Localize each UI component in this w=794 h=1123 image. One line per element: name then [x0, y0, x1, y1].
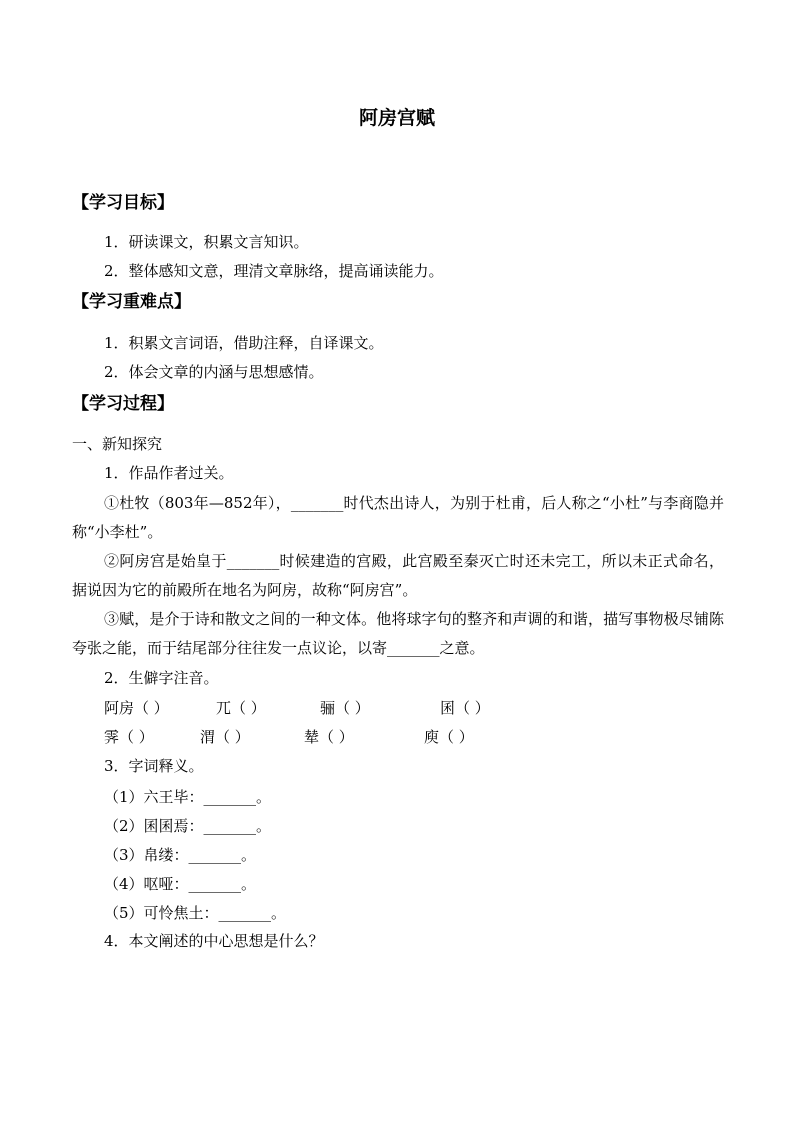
- question-4: 4．本文阐述的中心思想是什么？: [104, 932, 324, 950]
- pinyin-item: 渭（ ）: [200, 728, 250, 746]
- paragraph-palace: ②阿房宫是始皇于_______时候建造的宫殿，此宫殿至秦灭亡时还未完工，所以未正式命名，据说因为它的前殿所在地名为阿房，故称“阿房宫”。: [72, 552, 724, 599]
- key-point-item: 1．积累文言词语，借助注释，自译课文。: [104, 334, 384, 352]
- paragraph-fu-genre: ③赋，是介于诗和散文之间的一种文体。他将球字句的整齐和声调的和谐，描写事物极尽铺陈夸张之能，而于结尾部分往往发一点议论，以寄_______之意。: [72, 610, 724, 657]
- pinyin-item: 兀（ ）: [216, 699, 266, 717]
- pinyin-item: 骊（ ）: [320, 699, 370, 717]
- definition-item: （5）可怜焦土：_______。: [104, 904, 287, 922]
- pinyin-item: 囷（ ）: [440, 699, 490, 717]
- definition-item: （2）囷囷焉：_______。: [104, 817, 272, 835]
- section-heading-process: 【学习过程】: [72, 394, 174, 414]
- definition-item: （1）六王毕：_______。: [104, 788, 272, 806]
- document-title: 阿房宫赋: [358, 107, 435, 129]
- paragraph-author: ①杜牧（803年—852年），_______时代杰出诗人，为别于杜甫，后人称之“小杜”与李商隐并称“小李杜”。: [72, 494, 724, 541]
- question-1: 1．作品作者过关。: [104, 464, 234, 482]
- question-2: 2．生僻字注音。: [104, 669, 219, 687]
- definition-item: （3）帛缕：_______。: [104, 846, 257, 864]
- part-heading: 一、新知探究: [72, 435, 163, 453]
- pinyin-item: 辇（ ）: [304, 728, 354, 746]
- key-point-item: 2．体会文章的内涵与思想感情。: [104, 363, 324, 381]
- question-3: 3．字词释义。: [104, 757, 204, 775]
- goal-item: 2．整体感知文意，理清文章脉络，提高诵读能力。: [104, 262, 444, 280]
- pinyin-item: 庾（ ）: [424, 728, 474, 746]
- definition-item: （4）呕哑：_______。: [104, 875, 257, 893]
- pinyin-item: 霁（ ）: [104, 728, 154, 746]
- section-heading-key-points: 【学习重难点】: [72, 292, 191, 312]
- section-heading-goals: 【学习目标】: [72, 193, 174, 213]
- pinyin-item: 阿房（ ）: [104, 699, 169, 717]
- goal-item: 1．研读课文，积累文言知识。: [104, 233, 309, 251]
